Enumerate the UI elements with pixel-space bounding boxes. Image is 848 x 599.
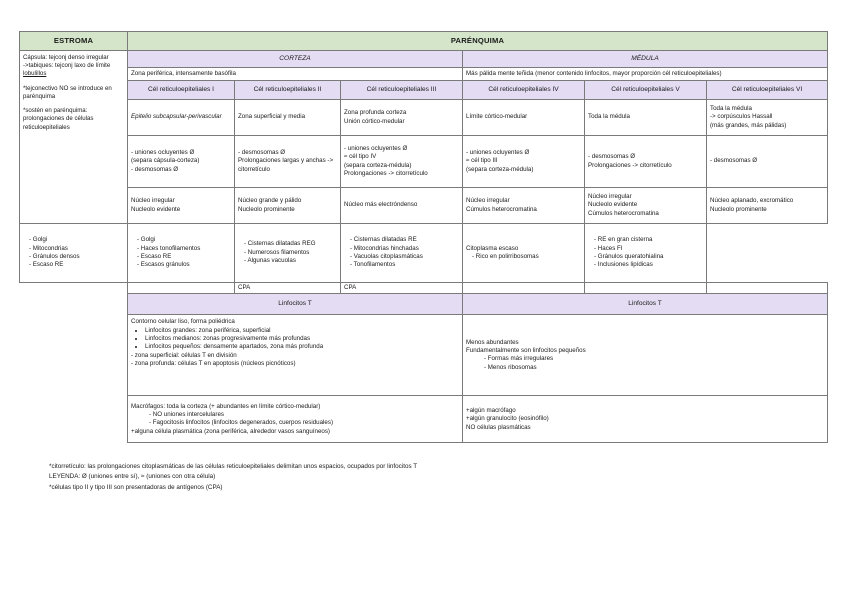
- list-item: • Linfocitos medianos: zonas progresivamente más profundas: [145, 335, 459, 343]
- list-item: - Escaso RE: [37, 261, 124, 269]
- uniones-ii: - desmosomas Ø Prolongaciones largas y anchas -> citorretículo: [235, 136, 341, 188]
- list-item: - Golgi: [37, 236, 124, 244]
- cpa-i: [128, 283, 235, 294]
- tejconectivo-note: *tejconectivo NO se introduce en parénquima: [23, 84, 112, 100]
- lobulillos-text: lobulillos: [23, 70, 47, 78]
- contorno-text: Contorno celular liso, forma poliédrica: [131, 318, 235, 326]
- list-item: - Gránulos queratohialina: [602, 253, 703, 261]
- col-header-vi: Cél reticuloepiteliales VI: [707, 81, 828, 100]
- estroma-blank: [20, 396, 128, 443]
- list-item: - Inclusiones lipídicas: [602, 261, 703, 269]
- cpa-v: [585, 283, 707, 294]
- tabiques-text: ->tabiques: tejconj laxo de límite: [23, 62, 111, 70]
- estroma-blank: [20, 315, 128, 396]
- list-item: - Algunas vacuolas: [252, 257, 337, 265]
- footnotes: [49, 462, 417, 493]
- list-item: - Escasos gránulos: [145, 261, 231, 269]
- list-item: - Numerosos filamentos: [252, 249, 337, 257]
- list-item: - Escaso RE: [145, 253, 231, 261]
- list-item: - Mitocondrias hinchadas: [358, 245, 459, 253]
- cpa-iv: [463, 283, 585, 294]
- list-item: - Haces tonofilamentos: [145, 245, 231, 253]
- col-header-i: Cél reticuloepiteliales I: [128, 81, 235, 100]
- ubicacion-vi: Toda la médula -> corpúsculos Hassall (más grandes, más pálidas): [707, 100, 828, 136]
- list-item: - Tonofilamentos: [358, 261, 459, 269]
- note-citorreticulo: *citorretículo: las prolongaciones citoplasmáticas de las células reticuloepiteliales delimitan unos espacios, ocupados por linfocitos T: [49, 463, 418, 470]
- col-header-v: Cél reticuloepiteliales V: [585, 81, 707, 100]
- organulos-vi: [585, 224, 707, 283]
- list-item: - Cisternas dilatadas RE: [358, 236, 459, 244]
- list-item: - Haces FI: [602, 245, 703, 253]
- citoplasma-text: Citoplasma escaso: [466, 244, 519, 252]
- ubicacion-i: Epitelio subcapsular-perivascular: [128, 100, 235, 136]
- zona-superficial-text: - zona superficial: células T en división: [131, 351, 237, 359]
- nucleo-vi: Núcleo aplanado, excromático Nucleolo prominente: [707, 188, 828, 224]
- list-item: - Mitocondrias: [37, 245, 124, 253]
- organulos-iv: [341, 224, 463, 283]
- organulos-ii: [128, 224, 235, 283]
- linfocitos-corteza-header: Linfocitos T: [128, 294, 463, 315]
- nucleo-iii: Núcleo más electróndenso: [341, 188, 463, 224]
- uniones-vi: - desmosomas Ø: [707, 136, 828, 188]
- cpa-iii: CPA: [341, 283, 463, 294]
- cpa-ii: CPA: [235, 283, 341, 294]
- ubicacion-v: Toda la médula: [585, 100, 707, 136]
- medula-header: MÉDULA: [463, 51, 828, 68]
- organulos-v: [463, 224, 585, 283]
- macrofagos-text: Macrófagos: toda la corteza (+ abundantes en límite córtico-medular): [131, 402, 321, 410]
- cpa-vi: [707, 283, 828, 294]
- zona-profunda-text: - zona profunda: células T en apoptosis (núcleos picnóticos): [131, 360, 296, 368]
- list-item: - Formas más irregulares: [494, 355, 824, 363]
- fundamental-text: Fundamentalmente son linfocitos pequeños: [466, 347, 586, 354]
- uniones-iv: - uniones ocluyentes Ø ≈ cél tipo III (separa corteza-médula): [463, 136, 585, 188]
- nucleo-iv: Núcleo irregular Cúmulos heterocromatina: [463, 188, 585, 224]
- nucleo-v: Núcleo irregular Nucleolo evidente Cúmulos heterocromatina: [585, 188, 707, 224]
- corteza-header: CORTEZA: [128, 51, 463, 68]
- organulos-iii: [235, 224, 341, 283]
- thymus-table: [19, 31, 828, 443]
- corteza-desc: Zona periférica, intensamente basófila: [128, 68, 463, 81]
- linfocitos-medula-detail: [463, 315, 828, 396]
- ubicacion-iv: Límite córtico-medular: [463, 100, 585, 136]
- capsula-text: Cápsula: tejconj denso irregular: [23, 54, 109, 61]
- linfocitos-corteza-detail: [128, 315, 463, 396]
- plasmatica-text: +alguna célula plasmática (zona periférica, alrededor vasos sanguíneos): [131, 427, 330, 435]
- list-item: - Fagocitosis linfocitos (linfocitos degenerados, cuerpos residuales): [159, 419, 459, 427]
- ubicacion-ii: Zona superficial y media: [235, 100, 341, 136]
- note-leyenda: LEYENDA: Ø (uniones entre sí), ≈ (uniones con otra célula): [49, 473, 216, 481]
- list-item: - NO uniones intercelulares: [159, 411, 459, 419]
- macrofagos-corteza: [128, 396, 463, 443]
- col-header-ii: Cél reticuloepiteliales II: [235, 81, 341, 100]
- parenquima-header: PARÉNQUIMA: [128, 32, 828, 51]
- medula-desc: Más pálida mente teñida (menor contenido linfocitos, mayor proporción cél reticuloepiteliales): [463, 68, 828, 81]
- list-item: - Golgi: [145, 236, 231, 244]
- list-item: • Linfocitos grandes: zona periférica, superficial: [145, 327, 459, 335]
- estroma-blank: [20, 294, 128, 315]
- estroma-header: ESTROMA: [20, 32, 128, 51]
- col-header-iv: Cél reticuloepiteliales IV: [463, 81, 585, 100]
- linfocitos-medula-header: Linfocitos T: [463, 294, 828, 315]
- uniones-v: - desmosomas Ø Prolongaciones -> citorretículo: [585, 136, 707, 188]
- col-header-iii: Cél reticuloepiteliales III: [341, 81, 463, 100]
- organulos-i: [20, 224, 128, 283]
- list-item: - Gránulos densos: [37, 253, 124, 261]
- list-item: - RE en gran cisterna: [602, 236, 703, 244]
- list-item: - Vacuolas citoplasmáticas: [358, 253, 459, 261]
- uniones-i: - uniones ocluyentes Ø (separa cápsula-corteza) - desmosomas Ø: [128, 136, 235, 188]
- list-item: - Menos ribosomas: [494, 364, 824, 372]
- list-item: • Linfocitos pequeños: densamente apartados, zona más profunda: [145, 343, 459, 351]
- macrofagos-medula: +algún macrófago +algún granulocito (eosinófilo) NO células plasmáticas: [463, 396, 828, 443]
- nucleo-ii: Núcleo grande y pálido Nucleolo prominente: [235, 188, 341, 224]
- estroma-blank: [20, 283, 128, 294]
- list-item: - Rico en polirribosomas: [480, 253, 581, 261]
- sosten-note: *sostén en parénquima: prolongaciones de células reticuloepiteliales: [23, 107, 94, 131]
- ubicacion-iii: Zona profunda corteza Unión córtico-medular: [341, 100, 463, 136]
- menos-text: Menos abundantes: [466, 338, 519, 346]
- uniones-iii: - uniones ocluyentes Ø ≈ cél tipo IV (separa corteza-médula) Prolongaciones -> citorretículo: [341, 136, 463, 188]
- nucleo-i: Núcleo irregular Nucleolo evidente: [128, 188, 235, 224]
- note-cpa: *células tipo II y tipo III son presentadoras de antígenos (CPA): [49, 483, 223, 491]
- estroma-cell: [20, 51, 128, 224]
- list-item: - Cisternas dilatadas REG: [252, 240, 337, 248]
